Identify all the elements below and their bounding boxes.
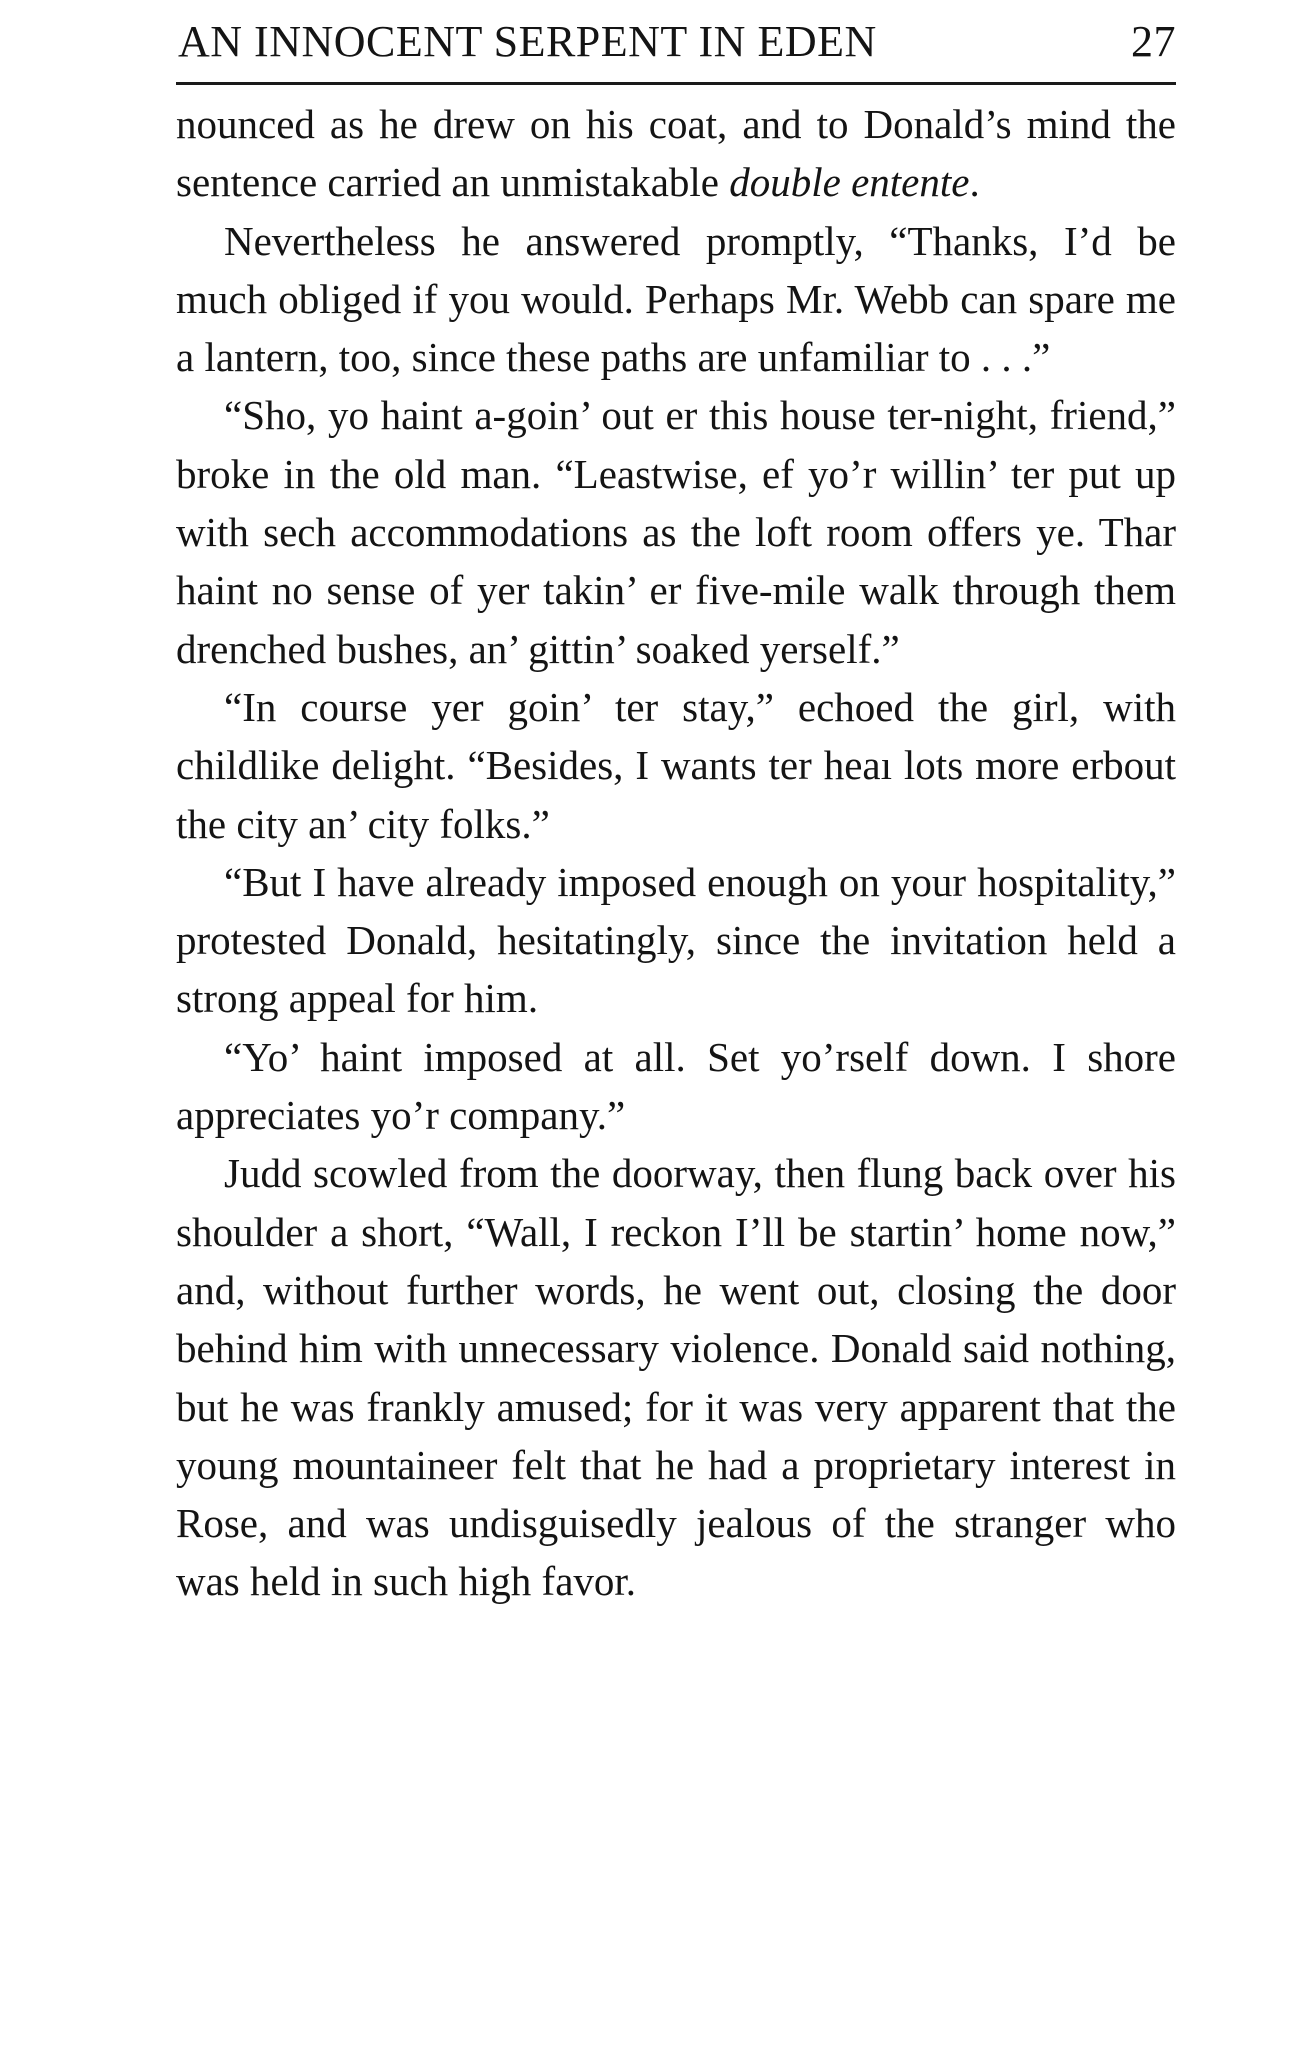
body-text bbox=[176, 95, 1176, 1611]
paragraph: “But I have already imposed enough on your hospitality,” protested Donald, hesitatingly, since the invitation held a strong appeal for him. bbox=[176, 858, 1176, 1022]
header-rule bbox=[176, 82, 1176, 85]
running-head bbox=[176, 14, 1176, 70]
chapter-title: AN INNOCENT SERPENT IN EDEN bbox=[178, 17, 877, 66]
paragraph: Nevertheless he answered promptly, “Thanks, I’d be much obliged if you would. Perhaps Mr. Webb can spare me a lantern, too, since these paths are unfamiliar to . . .” bbox=[176, 217, 1176, 381]
italic-phrase: double entente bbox=[729, 159, 970, 206]
paragraph-text-end: . bbox=[969, 159, 980, 206]
paragraph-text: nounced as he drew on his coat, and to Donald’s mind the sentence carried an unmistakable bbox=[176, 101, 1176, 206]
paragraph: “Sho, yo haint a-goin’ out er this house ter-night, friend,” broke in the old man. “Leastwise, ef yo’r willin’ ter put up with sech accommodations as the loft room offers ye. Thar haint no sense of yer takin’ er five-mile walk through them drenched bushes, an’ gittin’ soaked yerself.” bbox=[176, 392, 1176, 672]
paragraph-continued bbox=[176, 95, 1176, 212]
paragraph: “In course yer goin’ ter stay,” echoed the girl, with childlike delight. “Besides, I wants ter heaı lots more erbout the city an’ city folks.” bbox=[176, 683, 1176, 847]
paragraph: “Yo’ haint imposed at all. Set yo’rself down. I shore appreciates yo’r company.” bbox=[176, 1033, 1176, 1139]
paragraph: Judd scowled from the doorway, then flung back over his shoulder a short, “Wall, I reckon I’ll be startin’ home now,” and, without further words, he went out, closing the door behind him with unnecessary violence. Donald said nothing, but he was frankly amused; for it was very apparent that the young mountaineer felt that he had a proprietary interest in Rose, and was undisguisedly jealous of the stranger who was held in such high favor. bbox=[176, 1150, 1176, 1605]
page-number: 27 bbox=[1131, 17, 1176, 66]
